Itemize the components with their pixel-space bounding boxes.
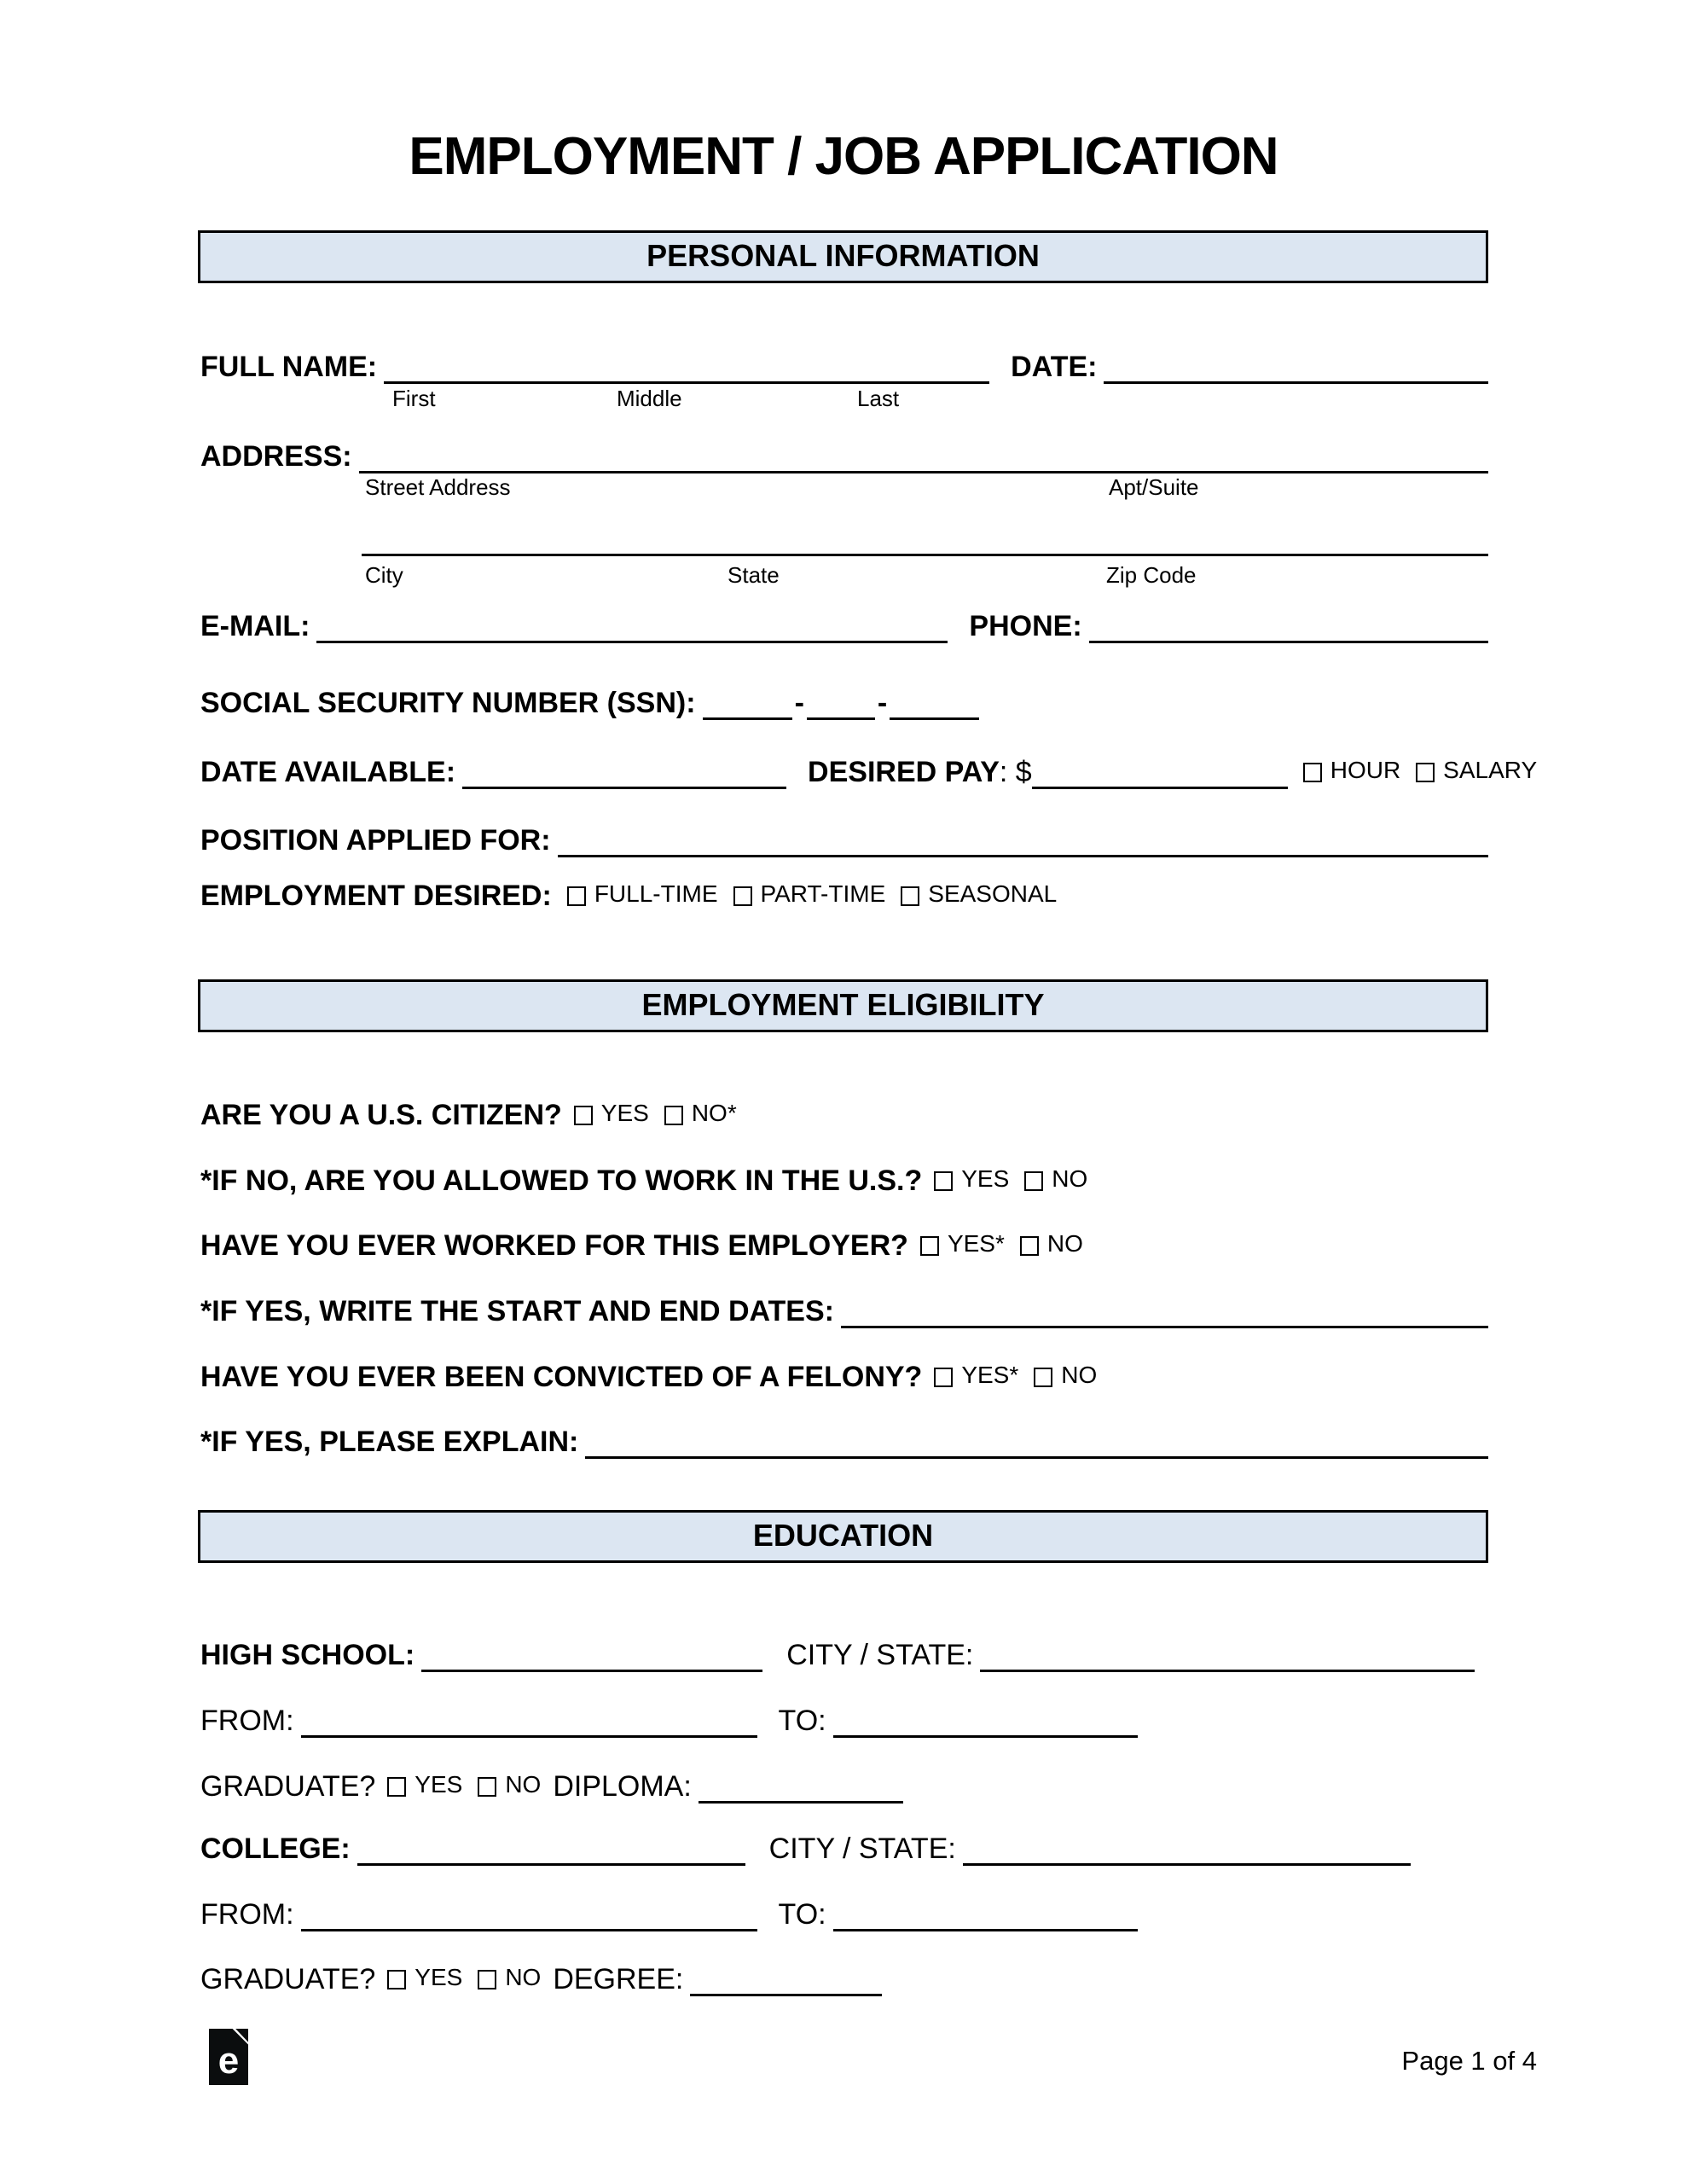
address-sublabels-2 — [200, 562, 1488, 588]
felony-yes-label: YES* — [961, 1362, 1019, 1388]
date-available-desired-pay-row — [200, 755, 1538, 789]
college-from-input-line[interactable] — [301, 1929, 757, 1931]
section-header-employment-eligibility: EMPLOYMENT ELIGIBILITY — [198, 979, 1488, 1032]
position-applied-input-line[interactable] — [558, 855, 1488, 857]
felony-no-label: NO — [1061, 1362, 1098, 1388]
worked-for-employer-question-row — [200, 1228, 1488, 1263]
felony-question-label: HAVE YOU EVER BEEN CONVICTED OF A FELONY? — [200, 1361, 923, 1393]
felony-yes-checkbox[interactable] — [934, 1368, 953, 1387]
felony-explain-label: *IF YES, PLEASE EXPLAIN: — [200, 1426, 579, 1458]
full-time-checkbox[interactable] — [567, 886, 586, 906]
college-dates-row — [200, 1897, 1488, 1931]
page-title: EMPLOYMENT / JOB APPLICATION — [409, 127, 1278, 186]
city-state-zip-input-line[interactable] — [362, 554, 1488, 556]
college-graduate-yes-label: YES — [415, 1964, 463, 1990]
eforms-logo — [209, 2029, 248, 2085]
college-graduate-row — [200, 1962, 1488, 1996]
ssn-label: SOCIAL SECURITY NUMBER (SSN): — [200, 687, 696, 719]
street-address-sublabel: Street Address — [365, 474, 511, 500]
felony-explain-input-line[interactable] — [585, 1456, 1488, 1459]
college-graduate-no-label: NO — [505, 1964, 542, 1990]
worked-yes-label: YES* — [947, 1230, 1005, 1257]
college-to-label: TO: — [778, 1898, 826, 1931]
citizen-no-label: NO* — [691, 1100, 737, 1126]
hour-label: HOUR — [1330, 757, 1401, 783]
high-school-label: HIGH SCHOOL: — [200, 1639, 415, 1671]
college-graduate-label: GRADUATE? — [200, 1963, 376, 1995]
hs-graduate-label: GRADUATE? — [200, 1770, 376, 1803]
high-school-row — [200, 1638, 1488, 1672]
citizen-question-label: ARE YOU A U.S. CITIZEN? — [200, 1099, 562, 1131]
employment-desired-row — [200, 879, 1488, 913]
street-address-input-line[interactable] — [359, 471, 1488, 473]
salary-label: SALARY — [1443, 757, 1538, 783]
full-name-row — [200, 350, 1488, 384]
citizen-yes-label: YES — [600, 1100, 649, 1126]
employment-desired-label: EMPLOYMENT DESIRED: — [200, 880, 552, 912]
college-to-input-line[interactable] — [833, 1929, 1138, 1931]
email-phone-row — [200, 609, 1488, 643]
diploma-label: DIPLOMA: — [553, 1770, 692, 1803]
worked-no-label: NO — [1046, 1230, 1083, 1257]
full-time-label: FULL-TIME — [594, 880, 718, 907]
hs-graduate-no-label: NO — [505, 1771, 542, 1798]
ssn-row — [200, 686, 1488, 720]
college-city-state-label: CITY / STATE: — [768, 1833, 956, 1865]
ssn-part2-input-line[interactable] — [807, 717, 875, 720]
desired-pay-label: DESIRED PAY — [808, 756, 1000, 788]
part-time-checkbox[interactable] — [733, 886, 752, 906]
allowed-yes-checkbox[interactable] — [934, 1171, 953, 1191]
felony-explain-row — [200, 1425, 1488, 1459]
desired-pay-dollar: : $ — [999, 756, 1032, 788]
last-name-sublabel: Last — [857, 386, 900, 411]
email-input-line[interactable] — [316, 641, 948, 643]
address-row — [200, 439, 1488, 473]
allowed-to-work-question-label: *IF NO, ARE YOU ALLOWED TO WORK IN THE U.S.? — [200, 1165, 923, 1197]
zip-code-sublabel: Zip Code — [1106, 562, 1197, 588]
citizen-yes-checkbox[interactable] — [574, 1106, 593, 1125]
hs-graduate-no-checkbox[interactable] — [478, 1777, 496, 1797]
state-sublabel: State — [728, 562, 780, 588]
phone-label: PHONE: — [969, 610, 1082, 642]
address-row-2 — [362, 522, 1488, 556]
start-end-dates-label: *IF YES, WRITE THE START AND END DATES: — [200, 1295, 834, 1327]
name-sublabels — [200, 386, 1488, 411]
section-header-education: EDUCATION — [198, 1510, 1488, 1563]
hs-graduate-yes-checkbox[interactable] — [387, 1777, 406, 1797]
section-header-personal-information: PERSONAL INFORMATION — [198, 230, 1488, 283]
degree-input-line[interactable] — [690, 1994, 882, 1996]
date-available-label: DATE AVAILABLE: — [200, 756, 456, 788]
address-label: ADDRESS: — [200, 440, 352, 473]
date-available-input-line[interactable] — [462, 787, 786, 789]
allowed-to-work-question-row — [200, 1164, 1488, 1198]
phone-input-line[interactable] — [1089, 641, 1488, 643]
college-graduate-no-checkbox[interactable] — [478, 1970, 496, 1989]
hour-checkbox[interactable] — [1303, 763, 1322, 782]
city-sublabel: City — [365, 562, 403, 588]
felony-question-row — [200, 1360, 1488, 1394]
high-school-dates-row — [200, 1704, 1488, 1738]
first-name-sublabel: First — [392, 386, 436, 411]
eforms-logo-letter: e — [217, 2040, 240, 2082]
part-time-label: PART-TIME — [760, 880, 886, 907]
high-school-input-line[interactable] — [421, 1670, 762, 1672]
worked-yes-checkbox[interactable] — [920, 1236, 939, 1256]
hs-city-state-label: CITY / STATE: — [786, 1639, 974, 1671]
college-row — [200, 1832, 1488, 1866]
citizen-question-row — [200, 1098, 1488, 1132]
start-end-dates-row — [200, 1294, 1488, 1328]
full-name-label: FULL NAME: — [200, 351, 378, 383]
desired-pay-input-line[interactable] — [1032, 787, 1288, 789]
position-applied-row — [200, 823, 1488, 857]
full-name-input-line[interactable] — [384, 381, 989, 384]
page-number: Page 1 of 4 — [1401, 2046, 1537, 2076]
allowed-no-checkbox[interactable] — [1024, 1171, 1043, 1191]
college-label: COLLEGE: — [200, 1833, 351, 1865]
college-input-line[interactable] — [357, 1863, 745, 1866]
hs-from-label: FROM: — [200, 1705, 294, 1737]
worked-for-employer-question-label: HAVE YOU EVER WORKED FOR THIS EMPLOYER? — [200, 1229, 908, 1262]
ssn-part3-input-line[interactable] — [890, 717, 979, 720]
citizen-no-checkbox[interactable] — [664, 1106, 683, 1125]
middle-name-sublabel: Middle — [617, 386, 682, 411]
worked-no-checkbox[interactable] — [1020, 1236, 1039, 1256]
ssn-dash-1: - — [794, 687, 804, 719]
position-applied-label: POSITION APPLIED FOR: — [200, 824, 551, 857]
seasonal-checkbox[interactable] — [901, 886, 919, 906]
degree-label: DEGREE: — [553, 1963, 684, 1995]
hs-from-input-line[interactable] — [301, 1735, 757, 1738]
college-city-state-input-line[interactable] — [963, 1863, 1411, 1866]
address-sublabels-1 — [200, 474, 1488, 500]
start-end-dates-input-line[interactable] — [841, 1326, 1488, 1328]
college-graduate-yes-checkbox[interactable] — [387, 1970, 406, 1989]
allowed-yes-label: YES — [961, 1165, 1010, 1192]
hs-graduate-yes-label: YES — [415, 1771, 463, 1798]
high-school-graduate-row — [200, 1769, 1488, 1804]
hs-to-label: TO: — [778, 1705, 826, 1737]
salary-checkbox[interactable] — [1416, 763, 1435, 782]
email-label: E-MAIL: — [200, 610, 310, 642]
hs-city-state-input-line[interactable] — [980, 1670, 1475, 1672]
hs-to-input-line[interactable] — [833, 1735, 1138, 1738]
allowed-no-label: NO — [1052, 1165, 1088, 1192]
apt-suite-sublabel: Apt/Suite — [1109, 474, 1199, 500]
date-label: DATE: — [1011, 351, 1098, 383]
ssn-part1-input-line[interactable] — [703, 717, 792, 720]
diploma-input-line[interactable] — [699, 1801, 903, 1804]
ssn-dash-2: - — [877, 687, 888, 719]
felony-no-checkbox[interactable] — [1034, 1368, 1052, 1387]
college-from-label: FROM: — [200, 1898, 294, 1931]
date-input-line[interactable] — [1104, 381, 1488, 384]
seasonal-label: SEASONAL — [928, 880, 1058, 907]
